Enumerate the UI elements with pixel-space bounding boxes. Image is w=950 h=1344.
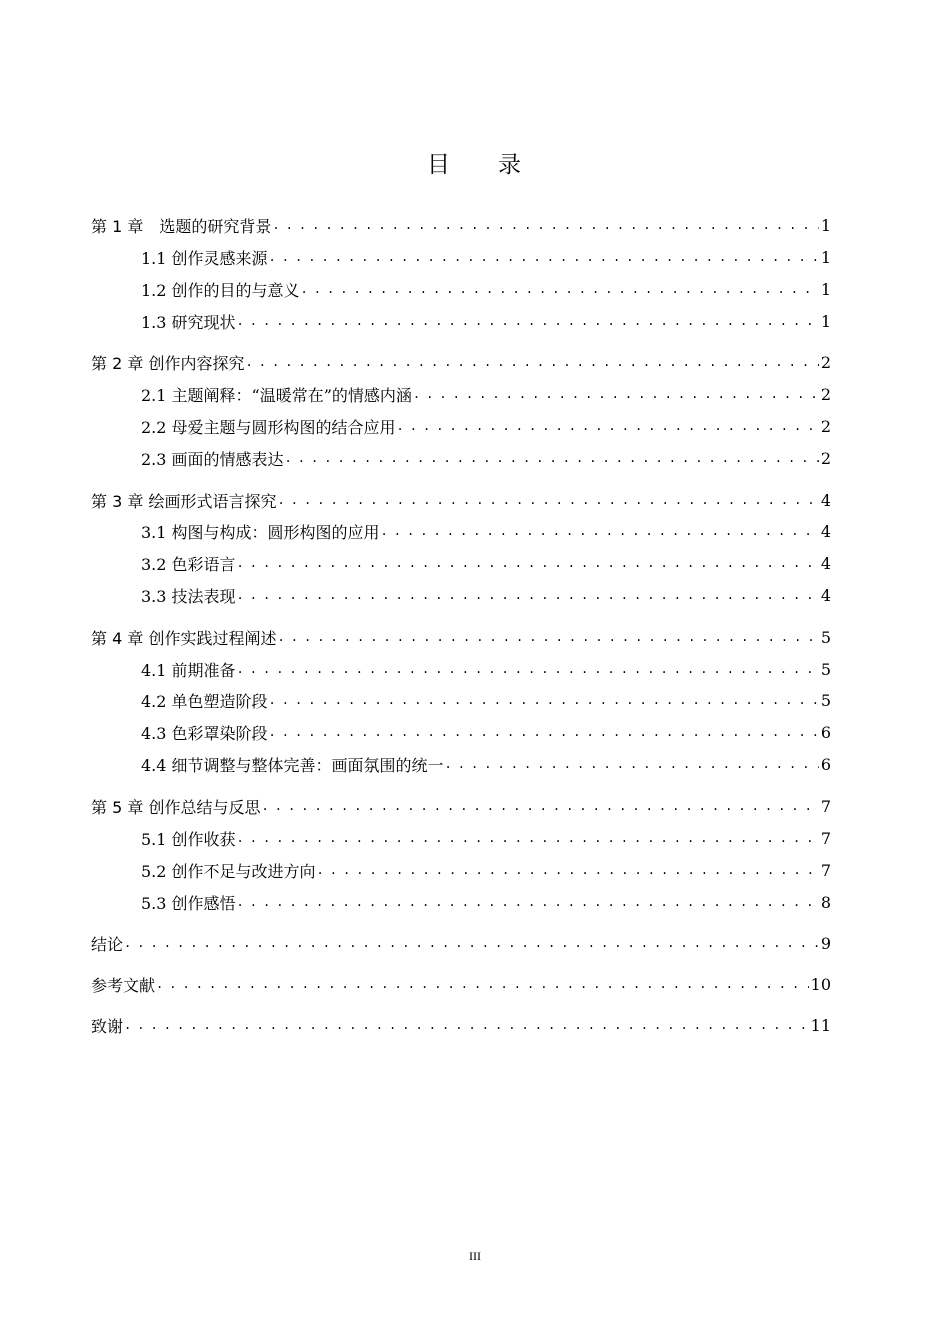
toc-entry-chapter-2[interactable] (91, 348, 831, 376)
toc-entry-label: 1.1 创作灵感来源 (141, 248, 268, 268)
toc-entry-section-1-1[interactable] (91, 243, 831, 271)
dot-leader (268, 686, 819, 714)
dot-leader (236, 549, 819, 577)
toc-entry-label: 4.2 单色塑造阶段 (141, 691, 268, 711)
dot-leader (276, 623, 818, 651)
toc-entry-section-4-3[interactable] (91, 718, 831, 746)
toc-entry-section-1-3[interactable] (91, 307, 831, 335)
toc-entry-page: 6 (820, 754, 831, 774)
toc-entry-section-3-3[interactable] (91, 581, 831, 609)
toc-entry-label: 3.1 构图与构成：圆形构图的应用 (141, 522, 380, 542)
toc-entry-page: 1 (820, 215, 831, 235)
dot-leader (284, 444, 819, 472)
toc-entry-label: 4.3 色彩罩染阶段 (141, 723, 268, 743)
toc-entry-section-2-2[interactable] (91, 412, 831, 440)
toc-entry-section-2-3[interactable] (91, 444, 831, 472)
toc-entry-label: 第 5 章 创作总结与反思 (91, 797, 261, 817)
toc-entry-page: 4 (820, 553, 831, 573)
toc-entry-label: 3.2 色彩语言 (141, 554, 236, 574)
toc-entry-page: 5 (820, 627, 831, 647)
toc-entry-page: 2 (820, 352, 831, 372)
toc-entry-section-1-2[interactable] (91, 275, 831, 303)
toc-entry-page: 1 (820, 279, 831, 299)
dot-leader (155, 970, 809, 998)
toc-entry-page: 11 (810, 1015, 831, 1035)
toc-entry-label: 3.3 技法表现 (141, 586, 236, 606)
toc-entry-label: 5.1 创作收获 (141, 829, 236, 849)
toc-entry-label: 2.1 主题阐释：“温暖常在”的情感内涵 (141, 385, 412, 405)
dot-leader (380, 517, 819, 545)
dot-leader (236, 307, 819, 335)
toc-entry-label: 第 1 章 选题的研究背景 (91, 216, 272, 236)
toc-entry-label: 1.3 研究现状 (141, 312, 236, 332)
dot-leader (236, 581, 819, 609)
toc-entry-label: 2.3 画面的情感表达 (141, 449, 284, 469)
toc-entry-label: 5.2 创作不足与改进方向 (141, 861, 316, 881)
dot-leader (244, 348, 818, 376)
toc-entry-label: 致谢 (91, 1016, 124, 1036)
toc-entry-page: 4 (820, 585, 831, 605)
toc-entry-section-3-1[interactable] (91, 517, 831, 545)
dot-leader (236, 655, 819, 683)
toc-entry-section-5-1[interactable] (91, 824, 831, 852)
toc-entry-page: 2 (820, 416, 831, 436)
toc-entry-conclusion[interactable] (91, 929, 831, 957)
toc-entry-label: 4.1 前期准备 (141, 660, 236, 680)
toc-entry-page: 4 (820, 521, 831, 541)
toc-entry-section-3-2[interactable] (91, 549, 831, 577)
toc-entry-page: 7 (820, 796, 831, 816)
toc-entry-page: 2 (820, 448, 831, 468)
dot-leader (300, 275, 819, 303)
toc-entry-page: 5 (820, 690, 831, 710)
dot-leader (316, 856, 819, 884)
toc-entry-page: 7 (820, 828, 831, 848)
toc-entry-acknowledgements[interactable] (91, 1011, 831, 1039)
dot-leader (412, 380, 819, 408)
toc-entry-page: 4 (820, 490, 831, 510)
toc-entry-label: 结论 (91, 934, 124, 954)
toc-entry-page: 9 (820, 933, 831, 953)
toc-entry-section-5-3[interactable] (91, 888, 831, 916)
toc-entry-page: 10 (810, 974, 831, 994)
dot-leader (236, 824, 819, 852)
dot-leader (276, 486, 818, 514)
toc-entry-chapter-3[interactable] (91, 486, 831, 514)
toc-entry-page: 6 (820, 722, 831, 742)
toc-entry-chapter-5[interactable] (91, 792, 831, 820)
dot-leader (444, 750, 819, 778)
dot-leader (268, 718, 819, 746)
toc-entry-label: 参考文献 (91, 975, 156, 995)
toc-entry-label: 第 4 章 创作实践过程阐述 (91, 628, 277, 648)
page-number: III (469, 1249, 481, 1263)
dot-leader (396, 412, 819, 440)
toc-entry-label: 1.2 创作的目的与意义 (141, 280, 300, 300)
toc-entry-label: 4.4 细节调整与整体完善：画面氛围的统一 (141, 755, 444, 775)
toc-entry-page: 8 (820, 892, 831, 912)
toc-entry-page: 2 (820, 384, 831, 404)
toc-entry-references[interactable] (91, 970, 831, 998)
toc-entry-section-4-1[interactable] (91, 655, 831, 683)
toc-entry-section-5-2[interactable] (91, 856, 831, 884)
toc-entry-page: 5 (820, 659, 831, 679)
toc-title-right: 录 (498, 152, 523, 178)
toc-entry-label: 第 3 章 绘画形式语言探究 (91, 491, 277, 511)
toc-entry-section-2-1[interactable] (91, 380, 831, 408)
toc-entry-page: 1 (820, 311, 831, 331)
dot-leader (236, 888, 819, 916)
toc-entry-section-4-2[interactable] (91, 686, 831, 714)
dot-leader (271, 211, 818, 239)
dot-leader (123, 929, 819, 957)
toc-entry-chapter-1[interactable] (91, 211, 831, 239)
toc-entry-label: 第 2 章 创作内容探究 (91, 353, 245, 373)
dot-leader (260, 792, 818, 820)
toc-entry-page: 7 (820, 860, 831, 880)
toc-entry-label: 5.3 创作感悟 (141, 893, 236, 913)
dot-leader (268, 243, 819, 271)
dot-leader (123, 1011, 809, 1039)
toc-title-left: 目 (427, 152, 452, 178)
toc-entry-label: 2.2 母爱主题与圆形构图的结合应用 (141, 417, 396, 437)
toc-entry-page: 1 (820, 247, 831, 267)
toc-title (0, 146, 950, 179)
toc-entry-section-4-4[interactable] (91, 750, 831, 778)
toc-entry-chapter-4[interactable] (91, 623, 831, 651)
